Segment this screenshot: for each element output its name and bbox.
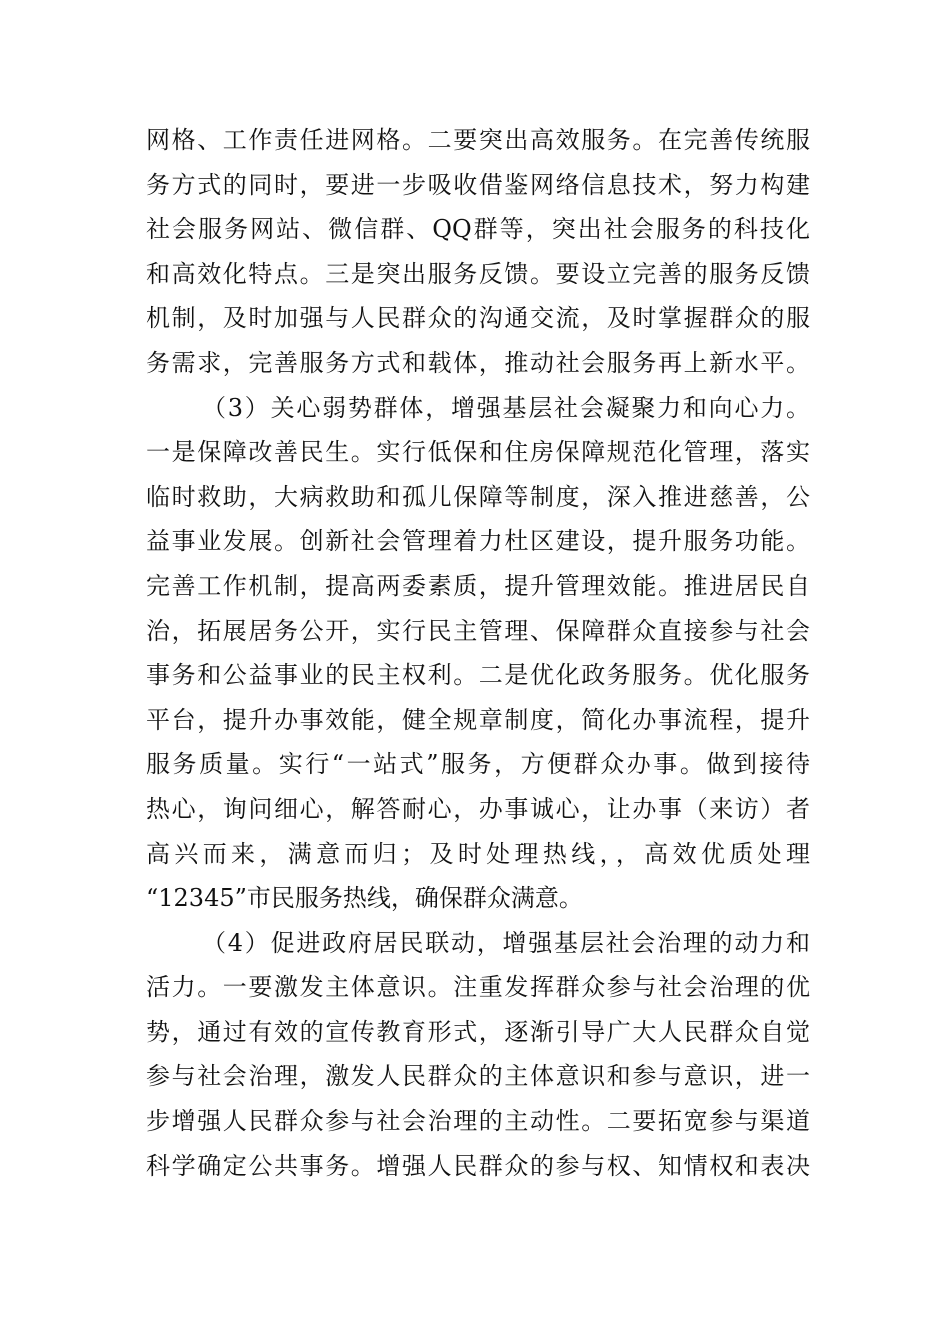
text-line: 社会服务网站、微信群、QQ群等，突出社会服务的科技化 — [146, 215, 810, 244]
text-line: 务需求，完善服务方式和载体，推动社会服务再上新水平。 — [146, 348, 810, 377]
text-line: 一是保障改善民生。实行低保和住房保障规范化管理，落实 — [146, 438, 810, 467]
text-line: 网格、工作责任进网格。二要突出高效服务。在完善传统服 — [146, 126, 810, 154]
text-line: 势，通过有效的宣传教育形式，逐渐引导广大人民群众自觉 — [146, 1017, 810, 1046]
text-line: “12345”市民服务热线，确保群众满意。 — [146, 884, 583, 913]
body-text — [146, 118, 810, 1188]
text-line: 参与社会治理，激发人民群众的主体意识和参与意识，进一 — [146, 1062, 810, 1091]
text-line: 完善工作机制，提高两委素质，提升管理效能。推进居民自 — [146, 571, 810, 600]
text-line: 活力。一要激发主体意识。注重发挥群众参与社会治理的优 — [146, 973, 810, 1002]
text-line: 机制，及时加强与人民群众的沟通交流，及时掌握群众的服 — [146, 304, 810, 333]
text-line: 高兴而来，满意而归；及时处理热线，，高效优质处理 — [146, 839, 810, 868]
paragraph-heading-3: （3）关心弱势群体，增强基层社会凝聚力和向心力。 — [202, 393, 810, 422]
paragraph-heading-4: （4）促进政府居民联动，增强基层社会治理的动力和 — [202, 928, 810, 957]
text-line: 步增强人民群众参与社会治理的主动性。二要拓宽参与渠道 — [146, 1107, 810, 1136]
text-line: 科学确定公共事务。增强人民群众的参与权、知情权和表决 — [146, 1151, 810, 1180]
text-line: 热心，询问细心，解答耐心，办事诚心，让办事（来访）者 — [146, 794, 810, 823]
text-line: 临时救助，大病救助和孤儿保障等制度，深入推进慈善，公 — [146, 482, 810, 511]
text-line: 事务和公益事业的民主权利。二是优化政务服务。优化服务 — [146, 661, 810, 690]
text-line: 平台，提升办事效能，健全规章制度，简化办事流程，提升 — [146, 705, 810, 734]
text-line: 服务质量。实行“一站式”服务，方便群众办事。做到接待 — [146, 750, 810, 779]
text-line: 务方式的同时，要进一步吸收借鉴网络信息技术，努力构建 — [146, 170, 810, 199]
text-line: 益事业发展。创新社会管理着力杜区建设，提升服务功能。 — [146, 527, 810, 556]
text-line: 治，拓展居务公开，实行民主管理、保障群众直接参与社会 — [146, 616, 810, 645]
text-line: 和高效化特点。三是突出服务反馈。要设立完善的服务反馈 — [146, 259, 810, 288]
